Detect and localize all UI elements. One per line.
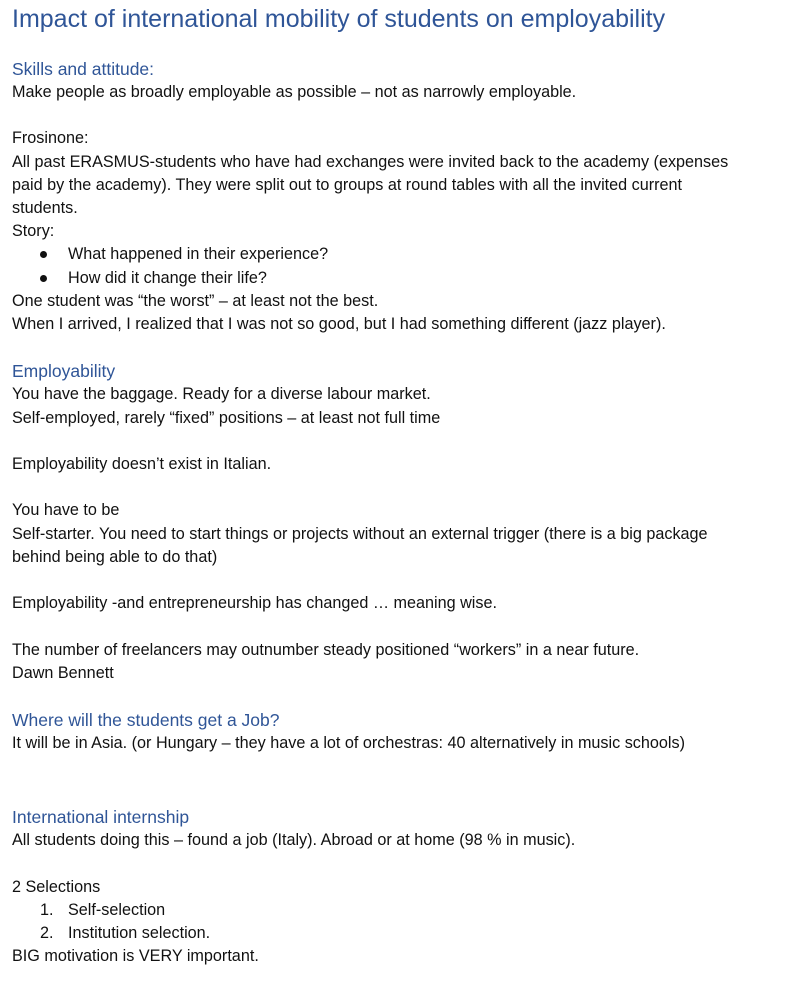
list-item bbox=[12, 899, 788, 922]
list-item bbox=[12, 243, 788, 266]
employability-text: Self-employed, rarely “fixed” positions – at least not full time bbox=[12, 408, 441, 427]
employability-text: Employability doesn’t exist in Italian. bbox=[12, 455, 272, 473]
section-heading-job: Where will the students get a Job? bbox=[12, 710, 280, 731]
selections-numbered-list bbox=[12, 899, 788, 945]
list-item bbox=[12, 267, 788, 290]
story-label: Story: bbox=[12, 222, 55, 241]
section-heading-skills: Skills and attitude: bbox=[12, 59, 155, 79]
section-skills-and-attitude bbox=[12, 57, 788, 104]
internship-text: All students doing this – found a job (Italy). Abroad or at home (98 % in music). bbox=[12, 831, 576, 850]
section-heading-employability: Employability bbox=[12, 361, 116, 382]
list-item-text: Self-selection bbox=[68, 900, 166, 919]
frosinone-text: When I arrived, I realized that I was not so good, but I had something different (jazz player). bbox=[12, 315, 666, 334]
list-item bbox=[12, 922, 788, 945]
employability-text: behind being able to do that) bbox=[12, 547, 218, 566]
employability-text: You have to be bbox=[12, 501, 120, 520]
frosinone-paragraph-line: paid by the academy). They were split out to groups at round tables with all the invited current bbox=[12, 175, 683, 194]
employability-text: Self-starter. You need to start things or projects without an external trigger (there is a big package bbox=[12, 524, 708, 543]
frosinone-paragraph-line: All past ERASMUS-students who have had exchanges were invited back to the academy (expenses bbox=[12, 152, 729, 171]
employability-text: You have the baggage. Ready for a diverse labour market. bbox=[12, 385, 431, 404]
list-item-number: 1. bbox=[40, 900, 54, 919]
employability-text: The number of freelancers may outnumber steady positioned “workers” in a near future. bbox=[12, 640, 640, 659]
list-item-number: 2. bbox=[40, 924, 54, 943]
section-frosinone bbox=[12, 127, 788, 336]
bullet-icon bbox=[40, 275, 47, 282]
list-item-text: How did it change their life? bbox=[68, 268, 267, 287]
section-employability bbox=[12, 359, 788, 685]
frosinone-label: Frosinone: bbox=[12, 129, 89, 148]
employability-text: Employability -and entrepreneurship has changed … meaning wise. bbox=[12, 594, 498, 613]
list-item-text: What happened in their experience? bbox=[68, 245, 329, 264]
author-name: Dawn Bennett bbox=[12, 663, 114, 682]
section-international-internship bbox=[12, 805, 788, 968]
closing-statement: BIG motivation is VERY important. bbox=[12, 947, 259, 966]
document-title: Impact of international mobility of students on employability bbox=[12, 5, 666, 33]
section-where-job bbox=[12, 708, 788, 755]
frosinone-text: One student was “the worst” – at least not the best. bbox=[12, 291, 379, 310]
skills-text: Make people as broadly employable as possible – not as narrowly employable. bbox=[12, 83, 577, 101]
list-item-text: Institution selection. bbox=[68, 924, 211, 943]
frosinone-paragraph-line: students. bbox=[12, 199, 78, 217]
story-bullet-list bbox=[12, 243, 788, 289]
section-heading-internship: International internship bbox=[12, 807, 190, 828]
selections-label: 2 Selections bbox=[12, 877, 101, 896]
bullet-icon bbox=[40, 251, 47, 258]
job-text: It will be in Asia. (or Hungary – they have a lot of orchestras: 40 alternatively in music schools) bbox=[12, 734, 685, 753]
